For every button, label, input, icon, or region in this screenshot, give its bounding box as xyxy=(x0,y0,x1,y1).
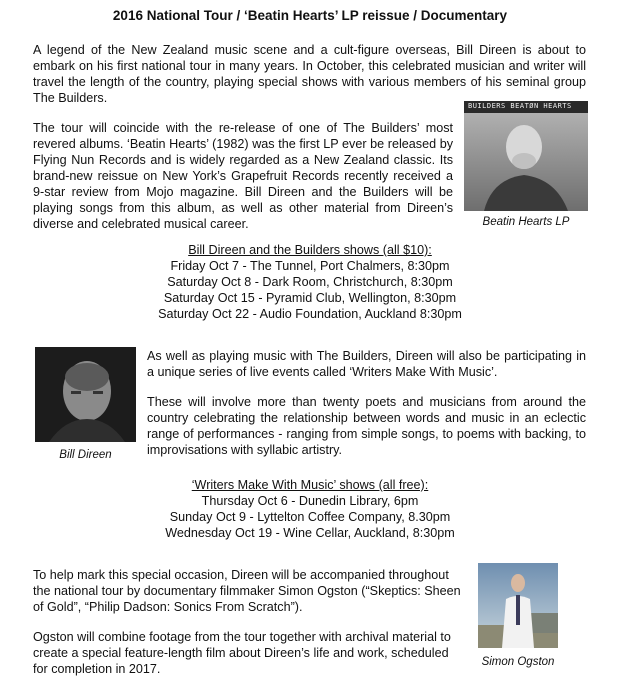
writers-show-item: Thursday Oct 6 - Dunedin Library, 6pm xyxy=(201,494,419,508)
builders-shows-list xyxy=(140,242,480,322)
album-cover-text: BUILDERS BEATØN HEARTS xyxy=(468,102,572,110)
bill-direen-photo xyxy=(35,347,136,442)
album-photo-caption: Beatin Hearts LP xyxy=(482,216,570,228)
beatin-hearts-album-photo xyxy=(464,101,588,211)
writers-shows-list xyxy=(150,477,470,541)
bill-direen-caption: Bill Direen xyxy=(59,449,112,461)
builders-show-item: Saturday Oct 15 - Pyramid Club, Wellington, 8:30pm xyxy=(163,291,457,305)
simon-ogston-portrait-image xyxy=(478,563,558,648)
intro-paragraph-block xyxy=(33,42,586,106)
builders-show-item: Friday Oct 7 - The Tunnel, Port Chalmers, 8:30pm xyxy=(170,259,450,273)
intro-paragraph: A legend of the New Zealand music scene and a cult-figure overseas, Bill Direen is about to embark on his first national tour in many years. In October, this celebrated musician and writer will travel the length of the country, playing special shows with various members of his seminal group The Builders. xyxy=(33,43,586,105)
document-title: 2016 National Tour / ‘Beatin Hearts’ LP reissue / Documentary xyxy=(112,8,508,23)
builders-shows-heading: Bill Direen and the Builders shows (all $10): xyxy=(188,243,432,257)
tour-paragraph: The tour will coincide with the re-release of one of The Builders’ most revered albums. ‘Beatin Hearts’ (1982) was the first LP ever be released by Flying Nun Records and is widely regarded as a New Zealand classic. Its brand-new reissue on New York’s Grapefruit Records recently received a 9-star review from Mojo magazine. Bill Direen and the Builders will be playing songs from this album, as well as other material from Direen’s diverse and celebrated musical career. xyxy=(33,121,453,231)
simon-ogston-caption: Simon Ogston xyxy=(481,656,555,668)
documentary-paragraph-1: To help mark this special occasion, Direen will be accompanied throughout the national tour by documentary filmmaker Simon Ogston (“Skeptics: Sheen of Gold”, “Philip Dadson: Sonics From Scratch”). xyxy=(33,568,461,614)
writers-paragraph-2: These will involve more than twenty poets and musicians from around the country celebrating the relationship between words and music in an eclectic range of performances - ranging from simple songs, to poems with backing, to improvisations with syllabic artistry. xyxy=(147,395,586,457)
writers-show-item: Sunday Oct 9 - Lyttelton Coffee Company, 8.30pm xyxy=(169,510,451,524)
documentary-paragraph-block xyxy=(33,567,466,677)
simon-ogston-photo xyxy=(478,563,558,648)
builders-show-item: Saturday Oct 8 - Dark Room, Christchurch, 8:30pm xyxy=(167,275,453,289)
writers-show-item: Wednesday Oct 19 - Wine Cellar, Auckland, 8:30pm xyxy=(165,526,455,540)
writers-paragraph-1: As well as playing music with The Builders, Direen will also be participating in a unique series of live events called ‘Writers Make With Music’. xyxy=(147,349,586,379)
builders-show-item: Saturday Oct 22 - Audio Foundation, Auckland 8:30pm xyxy=(158,307,462,321)
bill-direen-portrait-image xyxy=(35,347,136,442)
tour-paragraph-block xyxy=(33,120,453,232)
album-cover-image xyxy=(464,101,588,211)
documentary-paragraph-2: Ogston will combine footage from the tour together with archival material to create a special feature-length film about Direen’s life and work, scheduled for completion in 2017. xyxy=(33,630,451,676)
writers-shows-heading: ‘Writers Make With Music’ shows (all free): xyxy=(191,478,429,492)
writers-paragraph-block xyxy=(147,348,586,458)
